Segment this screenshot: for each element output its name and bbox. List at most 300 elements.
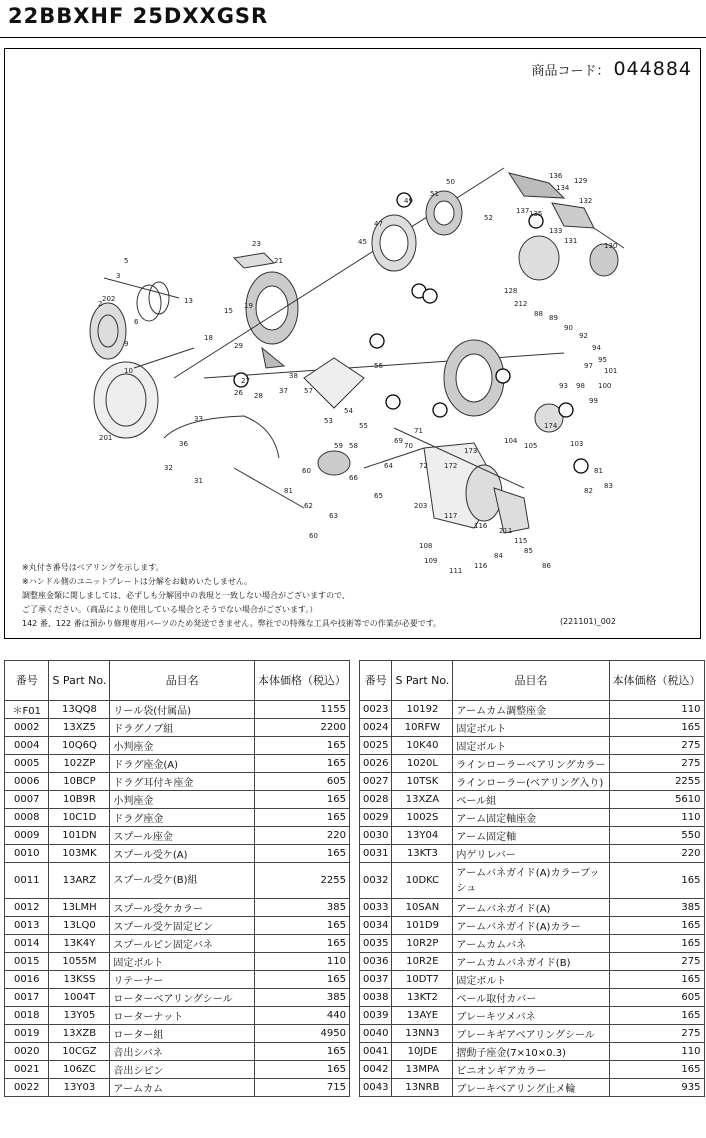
spart-number-cell: 106ZC [49, 1061, 110, 1079]
table-row [5, 845, 350, 863]
part-name-cell: アームバネガイド(A)カラー [453, 917, 609, 935]
svg-text:94: 94 [592, 344, 601, 352]
svg-text:59: 59 [334, 442, 343, 450]
part-name-cell: 固定ボルト [453, 971, 609, 989]
svg-text:64: 64 [384, 462, 393, 470]
header-spart: S Part No. [49, 661, 110, 701]
note-line: ご了承ください。（商品により使用している場合とそうでない場合がございます。） [22, 605, 318, 614]
table-row [5, 791, 350, 809]
part-number-cell: 0032 [360, 863, 392, 899]
price-cell: 165 [609, 971, 704, 989]
part-number-cell: 0009 [5, 827, 49, 845]
table-row [5, 1043, 350, 1061]
part-number-cell: 0004 [5, 737, 49, 755]
part-name-cell: リテーナー [110, 971, 255, 989]
table-row [360, 719, 705, 737]
price-cell: 110 [609, 1043, 704, 1061]
svg-text:45: 45 [358, 238, 367, 246]
svg-text:10: 10 [124, 367, 133, 375]
price-cell: 165 [254, 755, 349, 773]
svg-text:55: 55 [359, 422, 368, 430]
spart-number-cell: 13MPA [392, 1061, 453, 1079]
table-row [5, 809, 350, 827]
svg-text:62: 62 [304, 502, 313, 510]
spart-number-cell: 13AYE [392, 1007, 453, 1025]
price-cell: 550 [609, 827, 704, 845]
table-row [360, 917, 705, 935]
price-cell: 385 [254, 989, 349, 1007]
price-cell: 165 [609, 917, 704, 935]
part-number-cell: 0005 [5, 755, 49, 773]
parts-table-right [359, 660, 705, 1097]
part-number-cell: 0027 [360, 773, 392, 791]
svg-text:60: 60 [302, 467, 311, 475]
diagram-notes [22, 561, 441, 631]
part-number-cell: 0037 [360, 971, 392, 989]
header-spart: S Part No. [392, 661, 453, 701]
spart-number-cell: 13KT2 [392, 989, 453, 1007]
svg-text:21: 21 [274, 257, 283, 265]
table-row [360, 989, 705, 1007]
table-row [5, 755, 350, 773]
spart-number-cell: 13ARZ [49, 863, 110, 899]
table-row [360, 1079, 705, 1097]
part-name-cell: ラインローラーベアリングカラー [453, 755, 609, 773]
part-name-line: アームバネガイド(A)カラーブッ [456, 867, 600, 879]
part-name-cell: スプール受ケ固定ピン [110, 917, 255, 935]
spart-number-cell: 13XZ5 [49, 719, 110, 737]
table-row [5, 953, 350, 971]
svg-text:69: 69 [394, 437, 403, 445]
price-cell: 165 [254, 737, 349, 755]
svg-text:88: 88 [534, 310, 543, 318]
svg-text:23: 23 [252, 240, 261, 248]
note-line: ※丸付き番号はベアリングを示します。 [22, 563, 164, 572]
price-cell: 165 [609, 719, 704, 737]
spart-number-cell: 1020L [392, 755, 453, 773]
svg-text:202: 202 [102, 295, 116, 303]
svg-text:82: 82 [584, 487, 593, 495]
table-row [360, 755, 705, 773]
spart-number-cell: 13Y04 [392, 827, 453, 845]
part-name-cell: アームカム調整座金 [453, 701, 609, 719]
price-cell: 440 [254, 1007, 349, 1025]
spart-number-cell: 10BCP [49, 773, 110, 791]
svg-text:90: 90 [564, 324, 573, 332]
svg-text:53: 53 [324, 417, 333, 425]
note-line: ※ハンドル側のユニットプレートは分解をお勧めいたしません。 [22, 577, 253, 586]
part-name-cell: アームバネガイド(A) [453, 899, 609, 917]
part-number-cell: 0021 [5, 1061, 49, 1079]
table-row [360, 1007, 705, 1025]
svg-text:27: 27 [241, 377, 250, 385]
note-line: 142 番、122 番は預かり修理専用パーツのため発送できません。弊社での特殊な工具や技術等での作業が必要です。 [22, 619, 442, 628]
price-cell: 1155 [254, 701, 349, 719]
svg-text:60: 60 [309, 532, 318, 540]
table-row [360, 737, 705, 755]
svg-text:31: 31 [194, 477, 203, 485]
svg-text:136: 136 [549, 172, 563, 180]
spart-number-cell: 10C1D [49, 809, 110, 827]
svg-text:105: 105 [524, 442, 538, 450]
table-row [360, 953, 705, 971]
part-number-cell: 0034 [360, 917, 392, 935]
table-row [360, 935, 705, 953]
spart-number-cell: 13XZB [49, 1025, 110, 1043]
svg-text:201: 201 [99, 434, 113, 442]
svg-text:95: 95 [598, 356, 607, 364]
svg-text:128: 128 [504, 287, 518, 295]
part-number-cell: 0029 [360, 809, 392, 827]
part-name-cell: スプール受ケ(B)組 [110, 863, 255, 899]
part-number-cell: 0024 [360, 719, 392, 737]
part-number-cell: 0020 [5, 1043, 49, 1061]
header-no: 番号 [5, 661, 49, 701]
part-name-cell: 固定ボルト [110, 953, 255, 971]
svg-text:81: 81 [284, 487, 293, 495]
price-cell: 275 [609, 737, 704, 755]
spart-number-cell: 1004T [49, 989, 110, 1007]
svg-text:116: 116 [474, 562, 488, 570]
header-price: 本体価格（税込） [254, 661, 349, 701]
svg-text:57: 57 [304, 387, 313, 395]
svg-text:203: 203 [414, 502, 428, 510]
svg-text:212: 212 [514, 300, 528, 308]
svg-text:50: 50 [446, 178, 455, 186]
price-cell: 2255 [609, 773, 704, 791]
price-cell: 2255 [254, 863, 349, 899]
table-row [5, 1079, 350, 1097]
svg-text:70: 70 [404, 442, 413, 450]
price-cell: 165 [254, 1043, 349, 1061]
part-name-cell: リール袋(付属品) [110, 701, 255, 719]
part-number-cell: 0008 [5, 809, 49, 827]
price-cell: 275 [609, 1025, 704, 1043]
part-number-cell: 0039 [360, 1007, 392, 1025]
part-number-cell: 0006 [5, 773, 49, 791]
part-name-cell: ドラグ耳付キ座金 [110, 773, 255, 791]
table-row [360, 1043, 705, 1061]
part-name-cell: アームカム [110, 1079, 255, 1097]
spart-number-cell: 13LMH [49, 899, 110, 917]
svg-text:134: 134 [556, 184, 570, 192]
spart-number-cell: 13Y03 [49, 1079, 110, 1097]
part-number-cell: ＊F01 [5, 701, 49, 719]
svg-text:2: 2 [98, 300, 103, 308]
table-row [360, 1025, 705, 1043]
part-name-cell: スプール受ケカラー [110, 899, 255, 917]
table-row [360, 1061, 705, 1079]
svg-text:51: 51 [430, 190, 439, 198]
svg-text:130: 130 [604, 242, 618, 250]
parts-table-left [4, 660, 350, 1097]
part-name-cell: 内ゲリレバー [453, 845, 609, 863]
part-number-cell: 0018 [5, 1007, 49, 1025]
spart-number-cell: 10RFW [392, 719, 453, 737]
table-row [5, 1007, 350, 1025]
svg-text:19: 19 [244, 302, 253, 310]
part-number-cell: 0031 [360, 845, 392, 863]
spart-number-cell: 10K40 [392, 737, 453, 755]
svg-text:131: 131 [564, 237, 578, 245]
part-number-cell: 0017 [5, 989, 49, 1007]
part-name-cell: ベール組 [453, 791, 609, 809]
spart-number-cell: 10192 [392, 701, 453, 719]
price-cell: 605 [609, 989, 704, 1007]
svg-text:28: 28 [254, 392, 263, 400]
part-number-cell: 0012 [5, 899, 49, 917]
part-name-cell: ローターナット [110, 1007, 255, 1025]
table-row [5, 827, 350, 845]
part-number-cell: 0041 [360, 1043, 392, 1061]
part-name-cell: ローターベアリングシール [110, 989, 255, 1007]
price-cell: 165 [254, 917, 349, 935]
part-name-cell: 音出シバネ [110, 1043, 255, 1061]
table-row [360, 971, 705, 989]
svg-text:173: 173 [464, 447, 478, 455]
table-row [5, 863, 350, 899]
part-name-cell: スプール座金 [110, 827, 255, 845]
part-name-cell: ラインローラー(ベアリング入り) [453, 773, 609, 791]
spart-number-cell: 13QQ8 [49, 701, 110, 719]
table-row [360, 701, 705, 719]
svg-text:81: 81 [594, 467, 603, 475]
spart-number-cell: 10R2P [392, 935, 453, 953]
part-number-cell: 0013 [5, 917, 49, 935]
svg-text:93: 93 [559, 382, 568, 390]
spart-number-cell: 13XZA [392, 791, 453, 809]
svg-text:103: 103 [570, 440, 584, 448]
spart-number-cell: 10DT7 [392, 971, 453, 989]
spart-number-cell: 102ZP [49, 755, 110, 773]
part-name-cell: ドラグ座金 [110, 809, 255, 827]
price-cell: 385 [254, 899, 349, 917]
part-number-cell: 0040 [360, 1025, 392, 1043]
spart-number-cell: 10Q6Q [49, 737, 110, 755]
svg-text:65: 65 [374, 492, 383, 500]
svg-text:89: 89 [549, 314, 558, 322]
svg-text:211: 211 [499, 527, 513, 535]
table-row [360, 845, 705, 863]
price-cell: 110 [609, 701, 704, 719]
svg-text:3: 3 [116, 272, 121, 280]
part-name-cell: ブレーキツメバネ [453, 1007, 609, 1025]
part-name-cell: アーム固定軸座金 [453, 809, 609, 827]
svg-text:37: 37 [279, 387, 288, 395]
table-row [5, 1061, 350, 1079]
part-number-cell: 0030 [360, 827, 392, 845]
price-cell: 165 [609, 935, 704, 953]
svg-text:97: 97 [584, 362, 593, 370]
part-name-cell: ドラグ座金(A) [110, 755, 255, 773]
table-row [5, 737, 350, 755]
svg-text:49: 49 [404, 197, 413, 205]
spart-number-cell: 13LQ0 [49, 917, 110, 935]
svg-text:109: 109 [424, 557, 438, 565]
part-name-cell: 固定ボルト [453, 737, 609, 755]
svg-text:26: 26 [234, 389, 243, 397]
price-cell: 385 [609, 899, 704, 917]
spart-number-cell: 13K4Y [49, 935, 110, 953]
part-name-cell: 小判座金 [110, 737, 255, 755]
table-row [5, 971, 350, 989]
spart-number-cell: 13NRB [392, 1079, 453, 1097]
part-number-cell: 0025 [360, 737, 392, 755]
svg-text:33: 33 [194, 415, 203, 423]
svg-text:104: 104 [504, 437, 518, 445]
price-cell: 275 [609, 953, 704, 971]
svg-text:129: 129 [574, 177, 588, 185]
svg-text:98: 98 [576, 382, 585, 390]
svg-text:86: 86 [542, 562, 551, 570]
svg-text:135: 135 [529, 210, 543, 218]
svg-text:137: 137 [516, 207, 530, 215]
part-number-cell: 0036 [360, 953, 392, 971]
price-cell: 2200 [254, 719, 349, 737]
table-row [5, 773, 350, 791]
svg-text:100: 100 [598, 382, 612, 390]
spart-number-cell: 10R2E [392, 953, 453, 971]
svg-text:117: 117 [444, 512, 458, 520]
table-row [5, 899, 350, 917]
part-name-cell: アームカムバネガイド(B) [453, 953, 609, 971]
table-row [5, 917, 350, 935]
part-number-cell: 0007 [5, 791, 49, 809]
part-number-cell: 0002 [5, 719, 49, 737]
svg-text:172: 172 [444, 462, 458, 470]
part-number-cell: 0043 [360, 1079, 392, 1097]
svg-text:101: 101 [604, 367, 618, 375]
price-cell: 220 [609, 845, 704, 863]
part-number-cell: 0011 [5, 863, 49, 899]
svg-text:52: 52 [484, 214, 493, 222]
table-row [5, 719, 350, 737]
svg-text:18: 18 [204, 334, 213, 342]
part-name-cell: 音出シピン [110, 1061, 255, 1079]
spart-number-cell: 10SAN [392, 899, 453, 917]
header-no: 番号 [360, 661, 392, 701]
price-cell: 165 [254, 935, 349, 953]
svg-text:13: 13 [184, 297, 193, 305]
svg-text:54: 54 [344, 407, 353, 415]
svg-text:72: 72 [419, 462, 428, 470]
part-name-cell: ローター組 [110, 1025, 255, 1043]
note-line: 調整座金類に関しましては、必ずしも分解図中の表現と一致しない場合がございますので、 [22, 591, 350, 600]
part-number-cell: 0038 [360, 989, 392, 1007]
table-row [5, 989, 350, 1007]
spart-number-cell: 103MK [49, 845, 110, 863]
svg-text:5: 5 [124, 257, 129, 265]
svg-text:29: 29 [234, 342, 243, 350]
svg-text:71: 71 [414, 427, 423, 435]
spart-number-cell: 13NN3 [392, 1025, 453, 1043]
spart-number-cell: 10CGZ [49, 1043, 110, 1061]
table-row [5, 1025, 350, 1043]
spart-number-cell: 1055M [49, 953, 110, 971]
table-row [5, 701, 350, 719]
svg-text:38: 38 [289, 372, 298, 380]
table-row [360, 791, 705, 809]
price-cell: 110 [254, 953, 349, 971]
svg-text:108: 108 [419, 542, 433, 550]
price-cell: 715 [254, 1079, 349, 1097]
part-name-cell: ベール取付カバー [453, 989, 609, 1007]
svg-text:174: 174 [544, 422, 558, 430]
part-name-cell: スプール受ケ(A) [110, 845, 255, 863]
price-cell: 165 [254, 1061, 349, 1079]
product-code-value: 044884 [613, 58, 692, 80]
svg-text:84: 84 [494, 552, 503, 560]
table-row [360, 899, 705, 917]
table-row [360, 827, 705, 845]
part-name-cell: ピニオンギアカラー [453, 1061, 609, 1079]
price-cell: 165 [254, 971, 349, 989]
part-number-cell: 0026 [360, 755, 392, 773]
part-number-cell: 0010 [5, 845, 49, 863]
part-number-cell: 0042 [360, 1061, 392, 1079]
svg-text:56: 56 [374, 362, 383, 370]
svg-text:66: 66 [349, 474, 358, 482]
table-row [5, 935, 350, 953]
price-cell: 165 [609, 1007, 704, 1025]
price-cell: 605 [254, 773, 349, 791]
svg-text:92: 92 [579, 332, 588, 340]
price-cell: 165 [609, 863, 704, 899]
price-cell: 165 [609, 1061, 704, 1079]
part-name-cell: ブレーキギアベアリングシール [453, 1025, 609, 1043]
product-code-label: 商品コード： [531, 64, 610, 79]
spart-number-cell: 10TSK [392, 773, 453, 791]
header-name: 品目名 [110, 661, 255, 701]
part-name-cell: アーム固定軸 [453, 827, 609, 845]
spart-number-cell: 13Y05 [49, 1007, 110, 1025]
spart-number-cell: 13KT3 [392, 845, 453, 863]
spart-number-cell: 10B9R [49, 791, 110, 809]
spart-number-cell: 101DN [49, 827, 110, 845]
svg-text:47: 47 [374, 220, 383, 228]
price-cell: 4950 [254, 1025, 349, 1043]
table-row [360, 773, 705, 791]
part-name-cell: スプールピン固定バネ [110, 935, 255, 953]
svg-text:6: 6 [134, 318, 139, 326]
title-divider [0, 37, 706, 38]
part-number-cell: 0035 [360, 935, 392, 953]
part-name-cell: 小判座金 [110, 791, 255, 809]
spart-number-cell: 101D9 [392, 917, 453, 935]
svg-text:32: 32 [164, 464, 173, 472]
part-number-cell: 0015 [5, 953, 49, 971]
price-cell: 165 [254, 809, 349, 827]
part-number-cell: 0019 [5, 1025, 49, 1043]
part-number-cell: 0016 [5, 971, 49, 989]
spart-number-cell: 1002S [392, 809, 453, 827]
page-title: 22BBXHF 25DXXGSR [8, 4, 269, 28]
part-number-cell: 0033 [360, 899, 392, 917]
part-number-cell: 0028 [360, 791, 392, 809]
part-name-cell: ドラグノブ組 [110, 719, 255, 737]
price-cell: 220 [254, 827, 349, 845]
svg-text:115: 115 [514, 537, 528, 545]
svg-text:116: 116 [474, 522, 488, 530]
svg-text:111: 111 [449, 567, 463, 575]
part-name-cell: ブレーキベアリング止メ輪 [453, 1079, 609, 1097]
part-name-cell: 摺動子座金(7×10×0.3) [453, 1043, 609, 1061]
part-name-line: シュ [456, 882, 477, 894]
spart-number-cell: 10JDE [392, 1043, 453, 1061]
price-cell: 110 [609, 809, 704, 827]
spart-number-cell: 10DKC [392, 863, 453, 899]
price-cell: 5610 [609, 791, 704, 809]
